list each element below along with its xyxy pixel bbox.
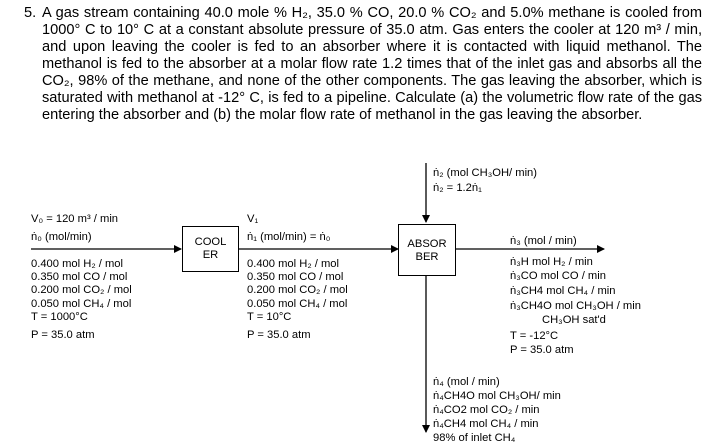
absorber-label: ABSORBER: [407, 238, 447, 263]
stream3-temperature: T = -12°C: [510, 330, 559, 342]
stream4-comp-3: ṅ₄CH4 mol CH₄ / min: [433, 418, 539, 430]
stream1-volume: V₁: [247, 213, 259, 225]
stream4-molar-flow: ṅ₄ (mol / min): [433, 376, 500, 388]
stream3-comp-4: ṅ₃CH4O mol CH₃OH / min: [510, 300, 641, 312]
stream1-temperature: T = 10°C: [247, 311, 292, 323]
problem-number: 5.: [24, 5, 37, 21]
problem-text: A gas stream containing 40.0 mole % H₂, 35.0 % CO, 20.0 % CO₂ and 5.0% methane is cooled from 1000° C to 10° C at a constant absolute pressure of 35.0 atm. Gas enters the cooler at 120 m³ / min, and upon leaving the cooler is fed to an absorber where it is contacted with liquid methanol. The methanol is fed to the absorber at a molar flow rate 1.2 times that of the inlet gas and absorbs all the CO₂, 98% of the methane, and none of the other components. The gas leaving the absorber, which is saturated with methanol at -12° C, is fed to a pipeline. Calculate (a) the volumetric flow rate of the gas entering the absorber and (b) the molar flow rate of methanol in the gas leaving the absorber.: [42, 5, 702, 123]
stream4-comp-2: ṅ₄CO2 mol CO₂ / min: [433, 404, 540, 416]
stream0-pressure: P = 35.0 atm: [31, 329, 95, 341]
cooler-label: COOLER: [194, 236, 227, 261]
stream1-comp-3: 0.200 mol CO₂ / mol: [247, 284, 348, 296]
stream1-comp-4: 0.050 mol CH₄ / mol: [247, 298, 348, 310]
absorber-box: [398, 224, 456, 276]
stream0-volume: V₀ = 120 m³ / min: [31, 213, 119, 225]
stream3-pressure: P = 35.0 atm: [510, 344, 574, 356]
stream4-note: 98% of inlet CH₄: [433, 432, 516, 444]
stream1-molar-flow: ṅ₁ (mol/min) = ṅ₀: [247, 231, 331, 243]
cooler-box: [182, 226, 239, 272]
stream2-relation: ṅ₂ = 1.2ṅ₁: [433, 182, 482, 194]
stream0-temperature: T = 1000°C: [31, 311, 88, 323]
stream3-molar-flow: ṅ₃ (mol / min): [510, 235, 577, 247]
stream0-comp-4: 0.050 mol CH₄ / mol: [31, 298, 132, 310]
stream1-pressure: P = 35.0 atm: [247, 329, 311, 341]
stream1-comp-2: 0.350 mol CO / mol: [247, 271, 344, 283]
stream3-saturated: CH₃OH sat'd: [542, 314, 606, 326]
stream3-comp-1: ṅ₃H mol H₂ / min: [510, 256, 593, 268]
stream4-comp-1: ṅ₄CH4O mol CH₃OH/ min: [433, 390, 561, 402]
stream1-comp-1: 0.400 mol H₂ / mol: [247, 258, 340, 270]
stream3-comp-2: ṅ₃CO mol CO / min: [510, 270, 606, 282]
stream3-comp-3: ṅ₃CH4 mol CH₄ / min: [510, 285, 616, 297]
stream0-molar-flow: ṅ₀ (mol/min): [31, 231, 92, 243]
stream2-molar-flow: ṅ₂ (mol CH₃OH/ min): [433, 167, 537, 179]
stream0-comp-1: 0.400 mol H₂ / mol: [31, 258, 124, 270]
stream0-comp-2: 0.350 mol CO / mol: [31, 271, 128, 283]
stream0-comp-3: 0.200 mol CO₂ / mol: [31, 284, 132, 296]
